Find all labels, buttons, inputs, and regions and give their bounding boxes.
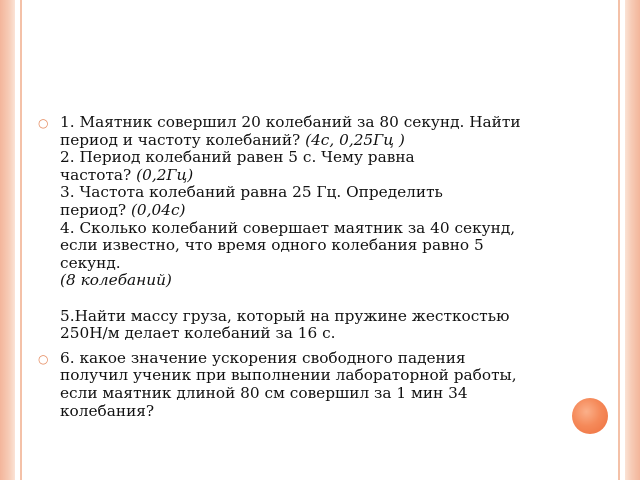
bullet-icon: ○ [38,116,49,130]
decorative-circle-icon [572,398,608,434]
text-line: если известно, что время одного колебания равно 5 [60,236,484,255]
text-line: период? (0,04с) [60,200,186,219]
left-inner-line [20,0,22,480]
text-line [60,272,568,290]
list-item-problem-6 [38,350,568,420]
text-line: получил ученик при выполнении лабораторной работы, [60,366,517,385]
text-line: 1. Маятник совершил 20 колебаний за 80 секунд. Найти [60,113,521,131]
text-line: 5.Найти массу груза, который на пружине жесткостью [60,306,510,325]
answer-text: (0,2Гц) [136,165,194,184]
text-line: если маятник длиной 80 см совершил за 1 мин 34 [60,383,468,402]
text-line: 4. Сколько колебаний совершает маятник за 40 секунд, [60,218,516,237]
left-border [0,0,15,480]
text-line: колебания? [60,401,155,420]
list-item-problems-1-5 [38,114,568,343]
bullet-icon: ○ [38,351,49,366]
right-inner-line [618,0,620,480]
text-line: 2. Период колебаний равен 5 с. Чему равна [60,148,415,167]
text-line: 250Н/м делает колебаний за 16 с. [60,324,336,343]
right-border [625,0,640,480]
answer-text: (0,04с) [130,200,186,219]
answer-text: (4с, 0,25Гц ) [305,130,405,149]
answer-text: (8 колебаний) [60,271,172,290]
text-line: 3. Частота колебаний равна 25 Гц. Определить [60,183,443,202]
blank-line [60,290,568,308]
text-line: период и частоту колебаний? (4с, 0,25Гц ) [60,130,405,149]
text-line: секунд. [60,253,121,272]
text-line: 6. какое значение ускорения свободного падения [60,348,466,367]
text-line: частота? (0,2Гц) [60,165,194,184]
content-body [38,114,568,420]
